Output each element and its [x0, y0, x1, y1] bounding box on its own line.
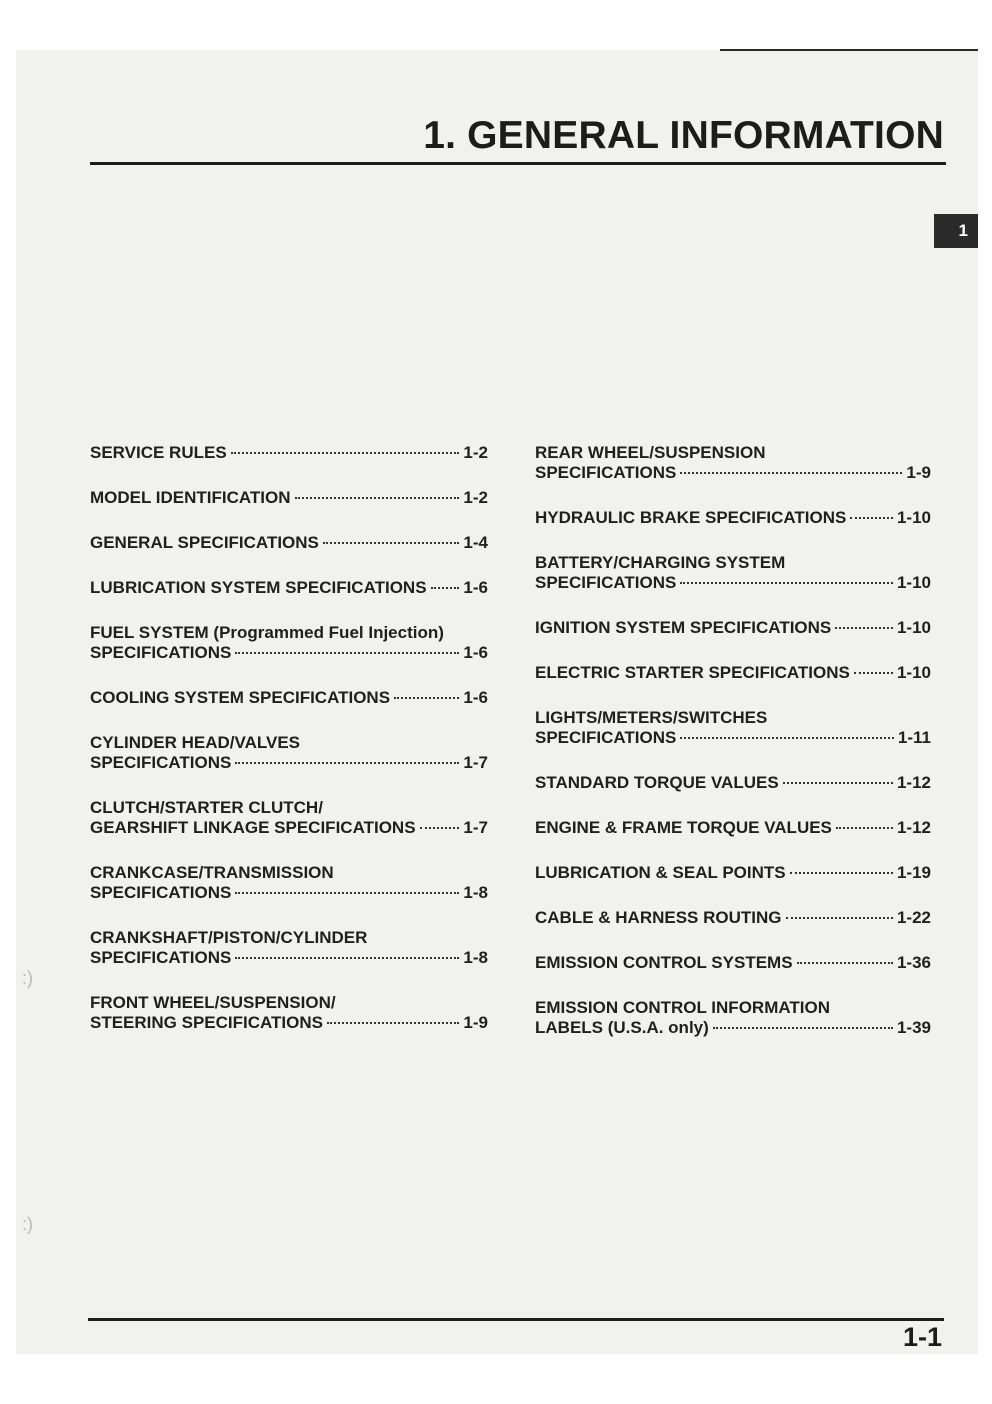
- toc-entry-label: FUEL SYSTEM (Programmed Fuel Injection): [90, 623, 444, 642]
- toc-entry-label: GEARSHIFT LINKAGE SPECIFICATIONS: [90, 818, 416, 837]
- toc-entry-label: CLUTCH/STARTER CLUTCH/: [90, 798, 323, 817]
- toc-entry-label: ENGINE & FRAME TORQUE VALUES: [535, 818, 832, 837]
- toc-entry[interactable]: [90, 733, 488, 773]
- toc-entry-page: 1-12: [896, 773, 931, 792]
- toc-entry-page: 1-6: [463, 578, 488, 597]
- dot-leader: [854, 672, 893, 674]
- toc-entry-page: 1-19: [896, 863, 931, 882]
- page-number: 1-1: [902, 1322, 942, 1352]
- dot-leader: [323, 542, 460, 544]
- toc-entry[interactable]: [90, 533, 488, 553]
- toc-entry-page: 1-36: [896, 953, 931, 972]
- toc-entry-page: 1-10: [896, 508, 931, 527]
- dot-leader: [231, 452, 460, 454]
- title-rule: [90, 162, 946, 165]
- toc-entry[interactable]: [90, 798, 488, 838]
- dot-leader: [836, 827, 893, 829]
- toc-entry-label: SPECIFICATIONS: [90, 753, 232, 772]
- dot-leader: [680, 582, 893, 584]
- toc-entry[interactable]: [90, 863, 488, 903]
- section-tab[interactable]: 1: [934, 214, 978, 248]
- toc-entry-label: SPECIFICATIONS: [90, 883, 232, 902]
- toc-entry-label: COOLING SYSTEM SPECIFICATIONS: [90, 688, 391, 707]
- dot-leader: [235, 652, 459, 654]
- page-top-edge: [720, 49, 978, 51]
- toc-entry[interactable]: [90, 488, 488, 508]
- toc-entry-page: 1-39: [896, 1018, 931, 1037]
- dot-leader: [420, 827, 460, 829]
- toc-entry[interactable]: [535, 508, 931, 528]
- toc-entry-label: LABELS (U.S.A. only): [535, 1018, 709, 1037]
- dot-leader: [790, 872, 893, 874]
- toc-entry[interactable]: [535, 618, 931, 638]
- toc-entry-page: 1-6: [463, 643, 488, 662]
- toc-entry-page: 1-9: [906, 463, 931, 482]
- toc-entry-label: ELECTRIC STARTER SPECIFICATIONS: [535, 663, 850, 682]
- toc-entry-label: IGNITION SYSTEM SPECIFICATIONS: [535, 618, 832, 637]
- dot-leader: [786, 917, 893, 919]
- toc-entry-label: BATTERY/CHARGING SYSTEM: [535, 553, 786, 572]
- toc-entry-page: 1-10: [896, 663, 931, 682]
- toc-entry-label: GENERAL SPECIFICATIONS: [90, 533, 319, 552]
- toc-entry[interactable]: [535, 818, 931, 838]
- dot-leader: [235, 957, 459, 959]
- toc-entry-page: 1-10: [896, 618, 931, 637]
- dot-leader: [394, 697, 459, 699]
- toc-entry-label: CRANKSHAFT/PISTON/CYLINDER: [90, 928, 368, 947]
- toc-entry[interactable]: [90, 443, 488, 463]
- toc-entry-label: STEERING SPECIFICATIONS: [90, 1013, 323, 1032]
- toc-entry-label: SPECIFICATIONS: [535, 573, 677, 592]
- toc-entry[interactable]: [535, 708, 931, 748]
- toc-entry-label: CRANKCASE/TRANSMISSION: [90, 863, 334, 882]
- toc-entry-label: EMISSION CONTROL SYSTEMS: [535, 953, 793, 972]
- toc-entry-page: 1-8: [463, 948, 488, 967]
- dot-leader: [431, 587, 460, 589]
- dot-leader: [235, 762, 459, 764]
- toc-entry[interactable]: [535, 553, 931, 593]
- dot-leader: [295, 497, 460, 499]
- toc-entry-page: 1-7: [463, 753, 488, 772]
- toc-entry-page: 1-10: [896, 573, 931, 592]
- toc-entry[interactable]: [90, 993, 488, 1033]
- toc-entry[interactable]: [535, 953, 931, 973]
- toc-entry[interactable]: [90, 688, 488, 708]
- toc-entry-label: REAR WHEEL/SUSPENSION: [535, 443, 766, 462]
- toc-entry-label: HYDRAULIC BRAKE SPECIFICATIONS: [535, 508, 847, 527]
- toc-entry-page: 1-2: [463, 488, 488, 507]
- toc-entry[interactable]: [535, 663, 931, 683]
- toc-entry[interactable]: [535, 863, 931, 883]
- scan-artifact: :): [22, 1214, 33, 1234]
- toc-entry-page: 1-4: [463, 533, 488, 552]
- toc-right-column: [535, 443, 931, 1038]
- toc-entry-label: SPECIFICATIONS: [535, 728, 677, 747]
- toc-entry[interactable]: [535, 998, 931, 1038]
- dot-leader: [783, 782, 893, 784]
- dot-leader: [327, 1022, 459, 1024]
- toc-entry-page: 1-12: [896, 818, 931, 837]
- toc-entry-page: 1-6: [463, 688, 488, 707]
- toc-entry-label: SERVICE RULES: [90, 443, 227, 462]
- toc-entry-label: FRONT WHEEL/SUSPENSION/: [90, 993, 336, 1012]
- toc-entry[interactable]: [90, 623, 488, 663]
- toc-entry-label: SPECIFICATIONS: [90, 643, 232, 662]
- toc-entry[interactable]: [535, 773, 931, 793]
- toc-entry[interactable]: [90, 928, 488, 968]
- dot-leader: [680, 472, 902, 474]
- toc-entry-label: EMISSION CONTROL INFORMATION: [535, 998, 830, 1017]
- toc-entry[interactable]: [90, 578, 488, 598]
- toc-entry-page: 1-22: [896, 908, 931, 927]
- toc-entry[interactable]: [535, 443, 931, 483]
- toc-entry-page: 1-7: [463, 818, 488, 837]
- toc-entry-label: LUBRICATION & SEAL POINTS: [535, 863, 786, 882]
- dot-leader: [680, 737, 894, 739]
- toc-entry-label: SPECIFICATIONS: [90, 948, 232, 967]
- toc-entry-label: STANDARD TORQUE VALUES: [535, 773, 779, 792]
- toc-entry-label: SPECIFICATIONS: [535, 463, 677, 482]
- toc-entry-page: 1-9: [463, 1013, 488, 1032]
- dot-leader: [713, 1027, 893, 1029]
- toc-left-column: [90, 443, 488, 1033]
- page-title: 1. GENERAL INFORMATION: [423, 114, 944, 157]
- toc-entry-label: CABLE & HARNESS ROUTING: [535, 908, 782, 927]
- toc-entry-label: LUBRICATION SYSTEM SPECIFICATIONS: [90, 578, 427, 597]
- scan-artifact: :): [22, 968, 33, 988]
- toc-entry-page: 1-8: [463, 883, 488, 902]
- toc-entry-page: 1-11: [897, 728, 931, 747]
- footer-rule: [88, 1318, 944, 1321]
- toc-entry-label: LIGHTS/METERS/SWITCHES: [535, 708, 768, 727]
- toc-entry-label: CYLINDER HEAD/VALVES: [90, 733, 301, 752]
- dot-leader: [835, 627, 893, 629]
- toc-entry-label: MODEL IDENTIFICATION: [90, 488, 291, 507]
- dot-leader: [850, 517, 893, 519]
- toc-entry-page: 1-2: [463, 443, 488, 462]
- toc-entry[interactable]: [535, 908, 931, 928]
- dot-leader: [235, 892, 459, 894]
- dot-leader: [797, 962, 893, 964]
